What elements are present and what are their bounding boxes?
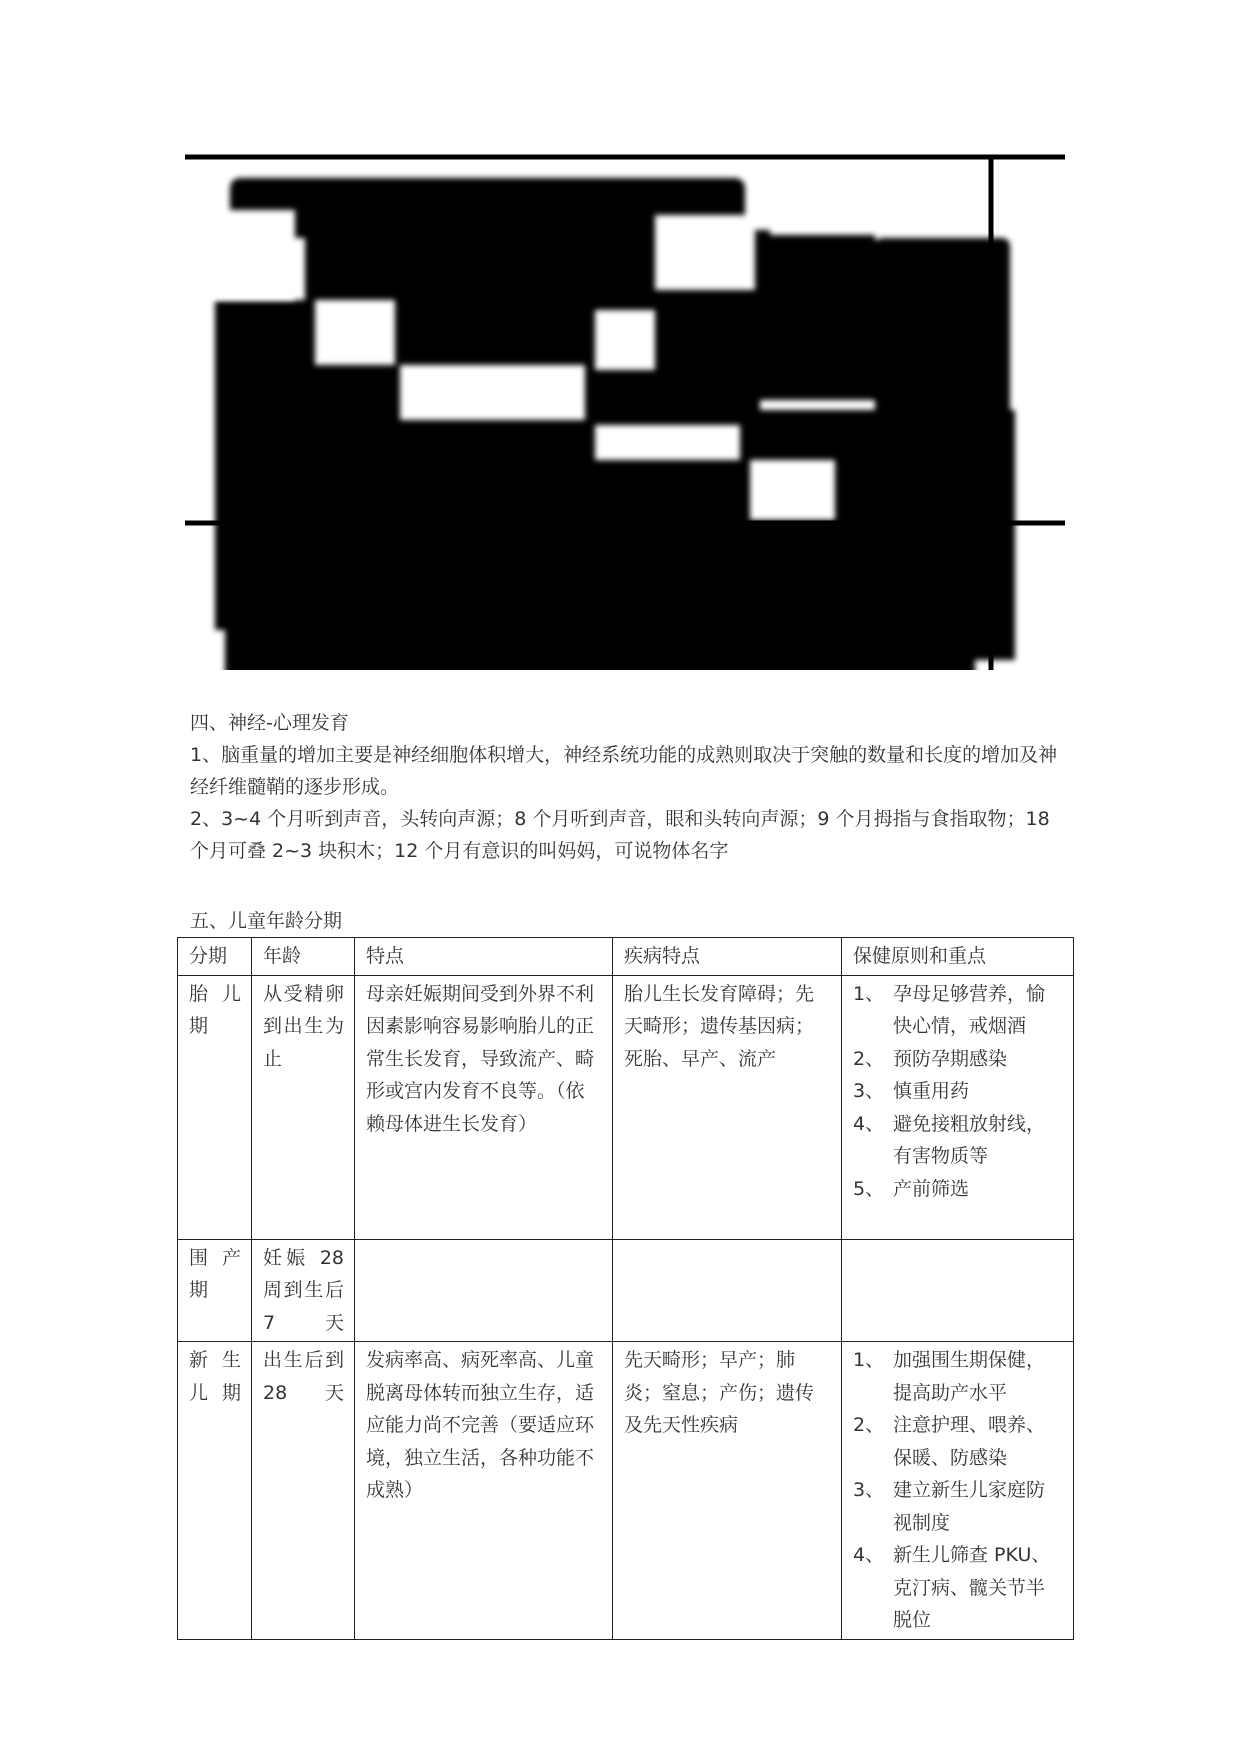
period-cell: 围产期 [178,1239,252,1342]
list-item: 3、 慎重用药 [853,1080,970,1102]
disease-cell: 胎儿生长发育障碍；先天畸形；遗传基因病；死胎、早产、流产 [613,975,842,1239]
table-row [178,1239,1074,1342]
paragraph: 1、脑重量的增加主要是神经细胞体积增大，神经系统功能的成熟则取决于突触的数量和长度的增加及神经纤维髓鞘的逐步形成。 [190,744,1058,798]
age-cell: 从受精卵到出生为止 [252,975,355,1239]
disease-cell: 先天畸形；早产；肺炎；窒息；产伤；遗传及先天性疾病 [613,1342,842,1640]
age-cell: 出生后到 28 天 [252,1342,355,1640]
table-row [178,1342,1074,1640]
care-list [853,978,1063,1206]
care-list [853,1344,1063,1637]
disease-cell [613,1239,842,1342]
column-header: 特点 [355,938,613,976]
pixelated-figure [185,150,1065,670]
features-cell: 母亲妊娠期间受到外界不利因素影响容易影响胎儿的正常生长发育，导致流产、畸形或宫内发育不良等。（依赖母体进生长发育） [355,975,613,1239]
age-stage-table [177,937,1074,1640]
table-row [178,975,1074,1239]
list-item: 1、 加强围生期保健，提高助产水平 [853,1349,1046,1404]
list-item: 3、 建立新生儿家庭防视制度 [853,1479,1046,1534]
table-header-row [178,938,1074,976]
list-item: 5、 产前筛选 [853,1177,970,1200]
list-item: 2、 预防孕期感染 [853,1047,1008,1070]
column-header: 保健原则和重点 [842,938,1074,976]
care-cell [842,975,1074,1239]
column-header: 疾病特点 [613,938,842,976]
list-item: 1、 孕母足够营养，愉快心情，戒烟酒 [853,982,1046,1037]
section-heading: 四、神经-心理发育 [190,712,349,734]
figure-graphic [185,150,1065,670]
list-item: 4、 新生儿筛查 PKU、克汀病、髋关节半脱位 [853,1544,1051,1631]
age-cell: 妊娠 28 周到生后 7 天 [252,1239,355,1342]
column-header: 分期 [178,938,252,976]
paragraph: 2、3~4 个月听到声音，头转向声源；8 个月听到声音，眼和头转向声源；9 个月拇指与食指取物；18 个月可叠 2~3 块积木；12 个月有意识的叫妈妈，可说物体名字 [190,808,1050,862]
section-heading: 五、儿童年龄分期 [190,910,343,932]
section-age [190,905,1070,937]
care-cell [842,1342,1074,1640]
period-cell: 新生儿期 [178,1342,252,1640]
features-cell [355,1239,613,1342]
care-cell [842,1239,1074,1342]
list-item: 4、 避免接粗放射线，有害物质等 [853,1112,1046,1167]
features-cell: 发病率高、病死率高、儿童脱离母体转而独立生存，适应能力尚不完善（要适应环境，独立生活，各种功能不成熟） [355,1342,613,1640]
section-neuro [190,707,1070,867]
period-cell: 胎儿期 [178,975,252,1239]
list-item: 2、 注意护理、喂养、保暖、防感染 [853,1414,1046,1469]
column-header: 年龄 [252,938,355,976]
